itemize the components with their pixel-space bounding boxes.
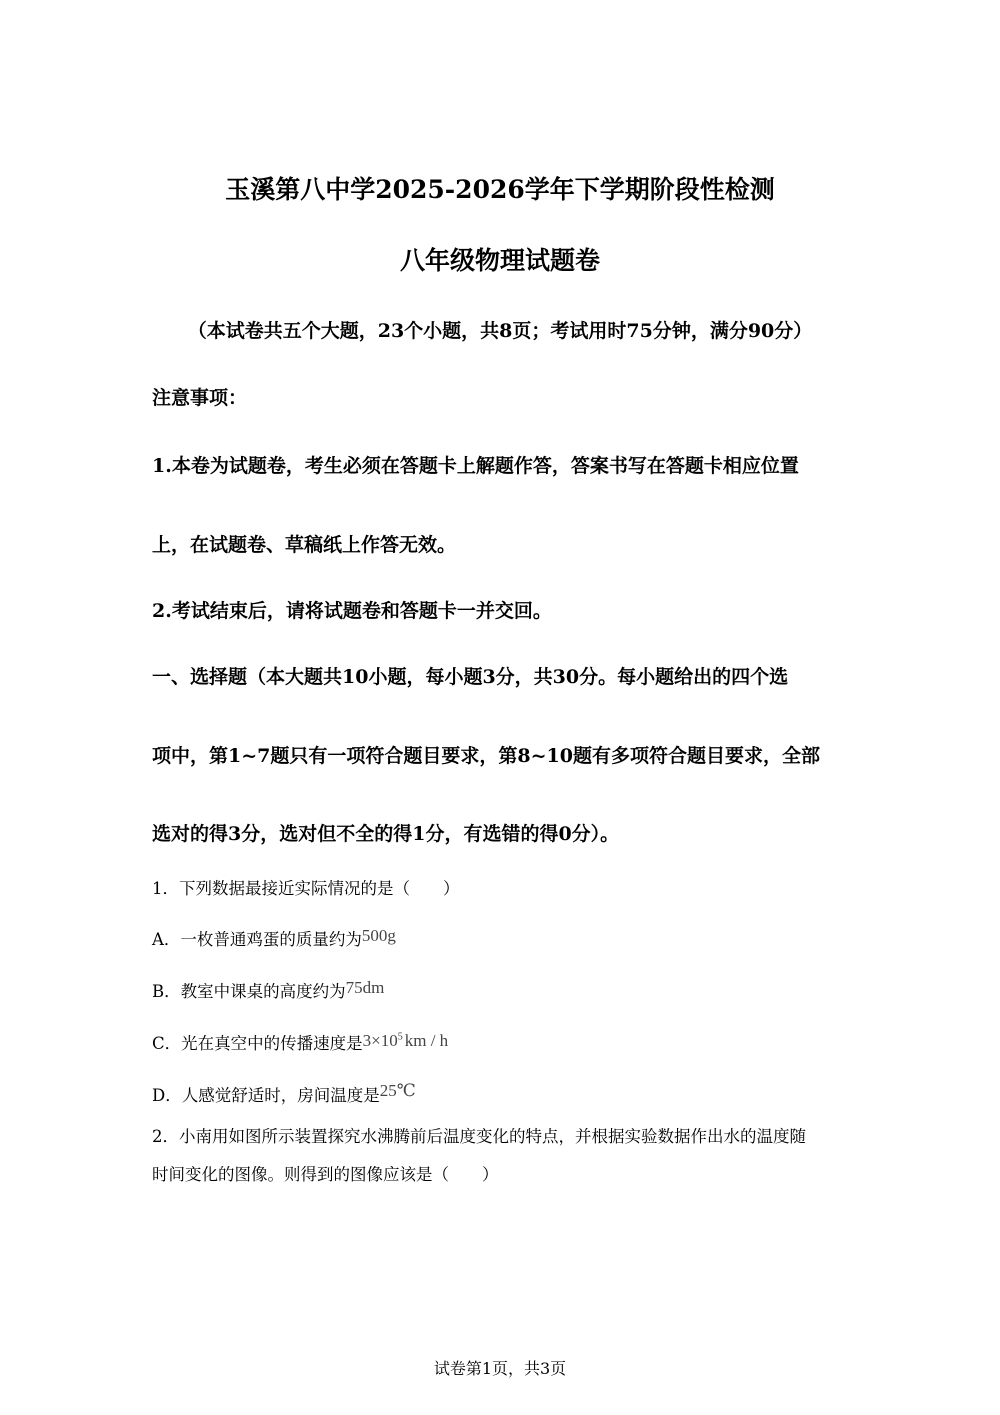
- option-d-value: 25℃: [379, 1081, 416, 1100]
- option-b-text: B．教室中课桌的高度约为: [152, 982, 346, 1001]
- notice-item-1-line-1: 1.本卷为试题卷，考生必须在答题卡上解题作答，答案书写在答题卡相应位置: [152, 455, 799, 477]
- title-line-2: 八年级物理试题卷: [399, 246, 600, 275]
- notice-item-2: 2.考试结束后，请将试题卷和答题卡一并交回。: [152, 600, 552, 622]
- question-2-stem-line-1: 2．小南用如图所示装置探究水沸腾前后温度变化的特点，并根据实验数据作出水的温度随: [152, 1127, 806, 1146]
- option-c-base: 3×10: [362, 1031, 398, 1050]
- notice-item-1-line-2: 上，在试题卷、草稿纸上作答无效。: [152, 534, 457, 556]
- question-1-option-c: [152, 1030, 448, 1054]
- notice-heading: 注意事项：: [152, 387, 248, 409]
- option-a-value: 500g: [361, 926, 396, 945]
- question-1-stem: 1．下列数据最接近实际情况的是（ ）: [152, 879, 460, 898]
- section-1-line-3: 选对的得3分，选对但不全的得1分，有选错的得0分）。: [152, 823, 620, 845]
- section-1-line-2: 项中，第1~7题只有一项符合题目要求，第8~10题有多项符合题目要求，全部: [152, 745, 820, 767]
- option-c-exponent: 5: [397, 1031, 403, 1043]
- option-a-text: A．一枚普通鸡蛋的质量约为: [152, 930, 362, 949]
- option-b-value: 75dm: [345, 978, 385, 997]
- question-1-option-d: [152, 1082, 416, 1106]
- section-1-line-1: 一、选择题（本大题共10小题，每小题3分，共30分。每小题给出的四个选: [152, 666, 789, 688]
- option-c-unit: km / h: [404, 1031, 449, 1050]
- exam-info: （本试卷共五个大题，23个小题，共8页；考试用时75分钟，满分90分）: [187, 320, 813, 342]
- option-c-formula: [363, 1031, 449, 1050]
- page-footer: 试卷第1页，共3页: [433, 1359, 567, 1378]
- question-1-option-a: [152, 926, 396, 950]
- option-d-text: D．人感觉舒适时，房间温度是: [152, 1086, 380, 1105]
- question-1-option-b: [152, 978, 384, 1002]
- title-line-1: 玉溪第八中学2025-2026学年下学期阶段性检测: [225, 175, 775, 204]
- question-2-stem-line-2: 时间变化的图像。则得到的图像应该是（ ）: [152, 1165, 499, 1184]
- option-c-text: C．光在真空中的传播速度是: [152, 1034, 363, 1053]
